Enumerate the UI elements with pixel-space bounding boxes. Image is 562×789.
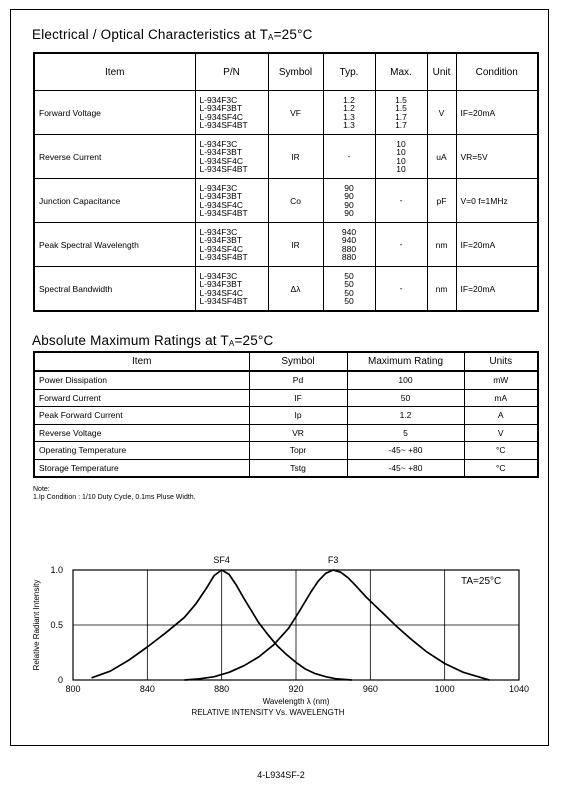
- item-cell: Peak Spectral Wavelength: [34, 223, 195, 267]
- note-heading: Note:: [33, 486, 50, 493]
- typ-cell: [323, 179, 375, 223]
- pn-cell-line: L-934SF4BT: [199, 295, 248, 306]
- characteristics-table: [33, 52, 539, 312]
- unit-cell: V: [427, 91, 456, 135]
- typ-cell: [323, 267, 375, 312]
- table-row: [34, 179, 538, 223]
- typ-cell: [323, 91, 375, 135]
- temperature-annotation: TA=25°C: [461, 576, 502, 587]
- item-cell: Spectral Bandwidth: [34, 267, 195, 312]
- item-cell: Storage Temperature: [34, 459, 249, 477]
- table2-header: Item: [34, 352, 249, 371]
- typ-cell: [323, 223, 375, 267]
- item-cell: Reverse Voltage: [34, 424, 249, 442]
- pn-cell: [195, 135, 268, 179]
- table1-header: Item: [34, 53, 195, 91]
- item-cell: Forward Current: [34, 389, 249, 407]
- pn-cell: [195, 223, 268, 267]
- typ-cell-line: 940: [341, 235, 357, 246]
- note-text: 1.Ip Condition : 1/10 Duty Cycle, 0.1ms Pluse Width.: [33, 494, 196, 501]
- table1-header: P/N: [195, 53, 268, 91]
- pn-cell-line: L-934SF4BT: [199, 207, 248, 218]
- typ-cell-line: 50: [344, 279, 354, 290]
- unit-cell: nm: [427, 223, 456, 267]
- x-tick-label: 840: [139, 684, 155, 694]
- unit-cell: A: [464, 407, 538, 425]
- max-cell-line: 10: [396, 147, 406, 158]
- table2-header: Maximum Rating: [347, 352, 464, 371]
- condition-cell: IF=20mA: [456, 223, 538, 267]
- max-cell: [375, 223, 427, 267]
- pn-cell-line: L-934SF4BT: [199, 163, 248, 174]
- unit-cell: uA: [427, 135, 456, 179]
- pn-cell-line: L-934F3C: [199, 94, 238, 105]
- symbol-cell: VR: [249, 424, 347, 442]
- section2-title: Absolute Maximum Ratings at $T_A=25^\circ C$: [32, 333, 274, 348]
- typ-cell-line: 880: [341, 251, 357, 262]
- symbol-cell: Pd: [249, 371, 347, 389]
- pn-cell-line: L-934F3BT: [199, 191, 243, 202]
- table-row: [34, 267, 538, 312]
- table2-header-row: [34, 352, 538, 371]
- max-cell-line: 10: [396, 163, 406, 174]
- table-row: [34, 223, 538, 267]
- typ-cell-line: 90: [344, 182, 354, 193]
- table-row: [34, 389, 538, 407]
- rating-cell: 100: [347, 371, 464, 389]
- item-cell: Operating Temperature: [34, 442, 249, 460]
- condition-cell: VR=5V: [456, 135, 538, 179]
- chart-title: RELATIVE INTENSITY Vs. WAVELENGTH: [191, 708, 345, 717]
- table-row: [34, 135, 538, 179]
- table-row: [34, 442, 538, 460]
- table1-header: Unit: [427, 53, 456, 91]
- x-tick-label: 1000: [434, 684, 455, 694]
- y-axis-label: Relative Radiant Intensity: [32, 579, 41, 671]
- table2-header: Symbol: [249, 352, 347, 371]
- unit-cell: pF: [427, 179, 456, 223]
- max-cell-line: 10: [396, 138, 406, 149]
- x-tick-label: 880: [214, 684, 230, 694]
- table-row: [34, 371, 538, 389]
- typ-cell-line: 50: [344, 270, 354, 281]
- max-cell-line: 1.7: [395, 119, 407, 130]
- pn-cell-line: L-934F3BT: [199, 147, 243, 158]
- unit-cell: mW: [464, 371, 538, 389]
- unit-cell: °C: [464, 459, 538, 477]
- pn-cell-line: L-934F3C: [199, 138, 238, 149]
- unit-cell: nm: [427, 267, 456, 312]
- rating-cell: 5: [347, 424, 464, 442]
- pn-cell-line: L-934F3BT: [199, 103, 243, 114]
- table-row: [34, 424, 538, 442]
- item-cell: Forward Voltage: [34, 91, 195, 135]
- section1-title: Electrical / Optical Characteristics at $T_A=25^\circ C$: [32, 27, 313, 42]
- max-cell: [375, 267, 427, 312]
- series-label-sf4: SF4: [213, 555, 230, 565]
- intensity-chart: [0, 540, 562, 730]
- series-label-f3: F3: [327, 555, 339, 565]
- condition-cell: IF=20mA: [456, 267, 538, 312]
- table-row: [34, 91, 538, 135]
- max-cell-line: 10: [396, 155, 406, 166]
- max-ratings-table: [33, 351, 539, 478]
- pn-cell-line: L-934F3C: [199, 182, 238, 193]
- pn-cell-line: L-934SF4C: [199, 111, 243, 122]
- symbol-cell: IR: [268, 223, 323, 267]
- page-footer: 4-L934SF-2: [257, 770, 305, 780]
- symbol-cell: IR: [268, 135, 323, 179]
- y-tick-label: 0: [57, 675, 63, 685]
- pn-cell-line: L-934F3BT: [199, 279, 243, 290]
- max-cell: [375, 135, 427, 179]
- typ-cell-line: 1.2: [343, 94, 355, 105]
- pn-cell: [195, 179, 268, 223]
- condition-cell: V=0 f=1MHz: [456, 179, 538, 223]
- max-cell-line: -: [399, 239, 403, 250]
- typ-cell-line: 50: [344, 287, 354, 298]
- item-cell: Junction Capacitance: [34, 179, 195, 223]
- unit-cell: °C: [464, 442, 538, 460]
- table1-header: Max.: [375, 53, 427, 91]
- pn-cell-line: L-934SF4C: [199, 155, 243, 166]
- y-tick-label: 0.5: [50, 620, 63, 630]
- pn-cell-line: L-934SF4BT: [199, 251, 248, 262]
- rating-cell: 1.2: [347, 407, 464, 425]
- symbol-cell: Tstg: [249, 459, 347, 477]
- condition-cell: IF=20mA: [456, 91, 538, 135]
- table1-header: Condition: [456, 53, 538, 91]
- typ-cell-line: 50: [344, 295, 354, 306]
- x-tick-label: 920: [288, 684, 304, 694]
- item-cell: Reverse Current: [34, 135, 195, 179]
- typ-cell-line: 1.3: [343, 111, 355, 122]
- typ-cell-line: 940: [341, 226, 357, 237]
- max-cell-line: 1.5: [395, 94, 407, 105]
- typ-cell-line: 90: [344, 191, 354, 202]
- table-row: [34, 407, 538, 425]
- pn-cell-line: L-934SF4C: [199, 287, 243, 298]
- typ-cell-line: 90: [344, 199, 354, 210]
- pn-cell-line: L-934F3BT: [199, 235, 243, 246]
- rating-cell: 50: [347, 389, 464, 407]
- symbol-cell: Co: [268, 179, 323, 223]
- pn-cell-line: L-934F3C: [199, 226, 238, 237]
- pn-cell: [195, 91, 268, 135]
- table-row: [34, 459, 538, 477]
- table1-header-row: [34, 53, 538, 91]
- x-tick-label: 800: [65, 684, 81, 694]
- pn-cell: [195, 267, 268, 312]
- rating-cell: -45~ +80: [347, 442, 464, 460]
- symbol-cell: Ip: [249, 407, 347, 425]
- pn-cell-line: L-934SF4C: [199, 243, 243, 254]
- typ-cell-line: 1.3: [343, 119, 355, 130]
- x-tick-label: 1040: [508, 684, 530, 694]
- rating-cell: -45~ +80: [347, 459, 464, 477]
- symbol-cell: IF: [249, 389, 347, 407]
- pn-cell-line: L-934SF4C: [199, 199, 243, 210]
- unit-cell: mA: [464, 389, 538, 407]
- unit-cell: V: [464, 424, 538, 442]
- note: [33, 486, 196, 502]
- max-cell: [375, 179, 427, 223]
- typ-cell: [323, 135, 375, 179]
- max-cell-line: -: [399, 195, 403, 206]
- item-cell: Peak Forward Current: [34, 407, 249, 425]
- table1-header: Symbol: [268, 53, 323, 91]
- x-tick-label: 960: [362, 684, 378, 694]
- typ-cell-line: 1.2: [343, 103, 355, 114]
- max-cell-line: 1.7: [395, 111, 407, 122]
- table1-header: Typ.: [323, 53, 375, 91]
- pn-cell-line: L-934SF4BT: [199, 119, 248, 130]
- max-cell: [375, 91, 427, 135]
- symbol-cell: VF: [268, 91, 323, 135]
- table2-header: Units: [464, 352, 538, 371]
- symbol-cell: Δλ: [268, 267, 323, 312]
- y-tick-label: 1.0: [50, 565, 63, 575]
- typ-cell-line: 880: [341, 243, 357, 254]
- pn-cell-line: L-934F3C: [199, 270, 238, 281]
- x-axis-label: Wavelength λ (nm): [262, 697, 330, 706]
- max-cell-line: 1.5: [395, 103, 407, 114]
- item-cell: Power Dissipation: [34, 371, 249, 389]
- max-cell-line: -: [399, 283, 403, 294]
- symbol-cell: Topr: [249, 442, 347, 460]
- typ-cell-line: 90: [344, 207, 354, 218]
- typ-cell-line: -: [347, 151, 351, 162]
